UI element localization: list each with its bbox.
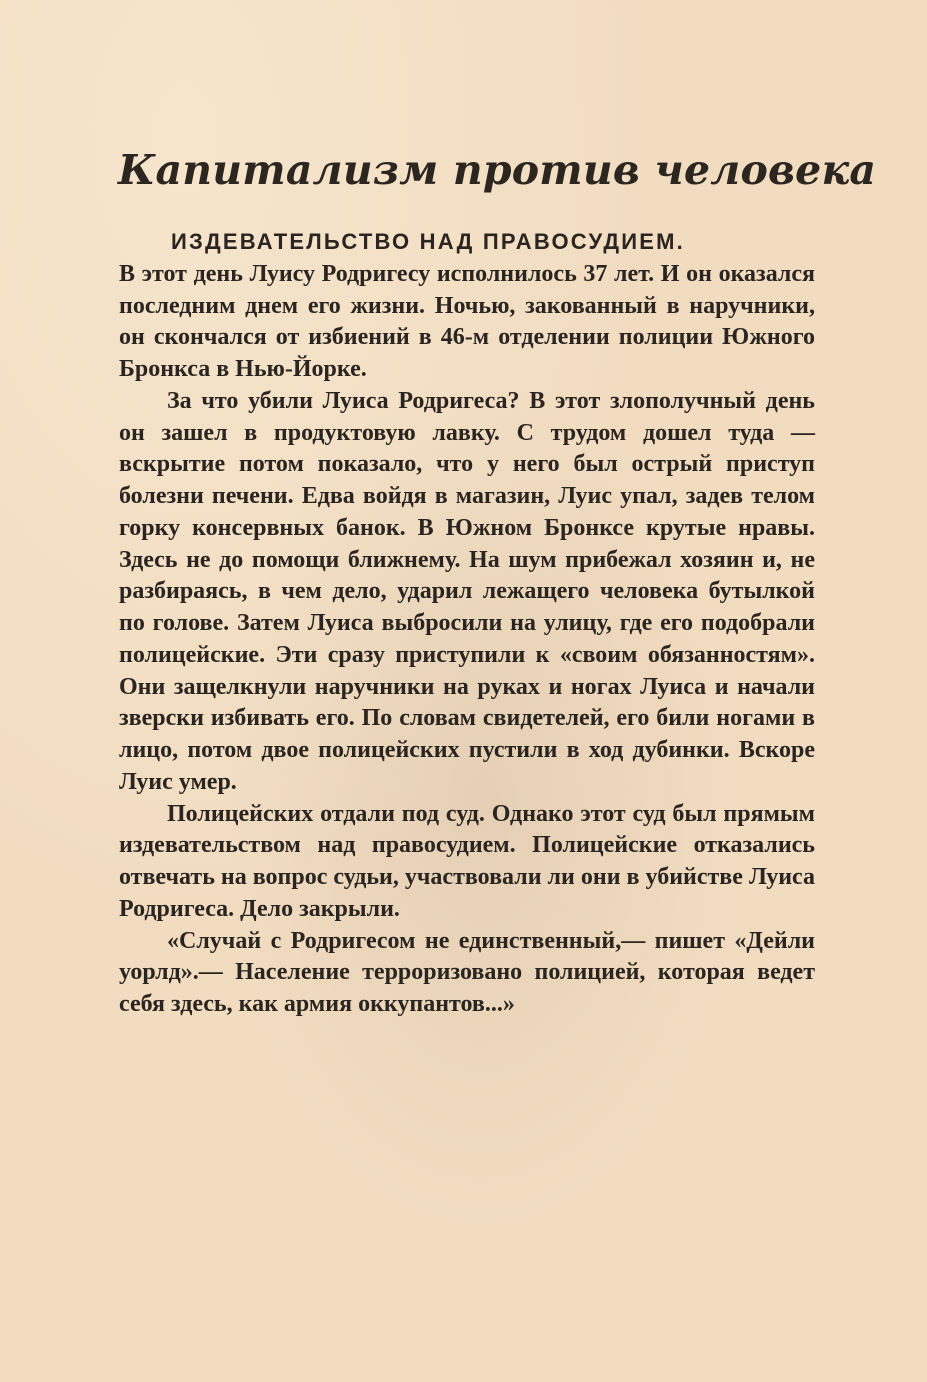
article-paragraph: Полицейских отдали под суд. Однако этот суд был прямым издевательством над правосудием. Полицейские отказались отвечать на вопрос судьи, участвовали ли они в убийстве Луиса Родригеса. Дело закрыли. xyxy=(119,800,815,922)
page-title: Капитализм против человека xyxy=(118,146,877,194)
article-paragraph: «Случай с Родригесом не единственный,— пишет «Дейли уорлд».— Население терроризовано полицией, которая ведет себя здесь, как армия оккупантов...» xyxy=(119,927,815,1017)
article xyxy=(119,226,815,1021)
article-paragraph: В этот день Луису Родригесу исполнилось 37 лет. И он оказался последним днем его жизни. Ночью, закованный в наручники, он скончался от избиений в 46-м отделении полиции Южного Бронкса в Нью-Йорке. xyxy=(119,260,815,382)
article-headline: ИЗДЕВАТЕЛЬСТВО НАД ПРАВОСУДИЕМ. xyxy=(171,229,685,254)
article-paragraph: За что убили Луиса Родригеса? В этот злополучный день он зашел в продуктовую лавку. С трудом дошел туда — вскрытие потом показало, что у него был острый приступ болезни печени. Едва войдя в магазин, Луис упал, задев телом горку консервных банок. В Южном Бронксе крутые нравы. Здесь не до помощи ближнему. На шум прибежал хозяин и, не разбираясь, в чем дело, ударил лежащего человека бутылкой по голове. Затем Луиса выбросили на улицу, где его подобрали полицейские. Эти сразу приступили к «своим обязанностям». Они защелкнули наручники на руках и ногах Луиса и начали зверски избивать его. По словам свидетелей, его били ногами в лицо, потом двое полицейских пустили в ход дубинки. Вскоре Луис умер. xyxy=(119,387,815,795)
